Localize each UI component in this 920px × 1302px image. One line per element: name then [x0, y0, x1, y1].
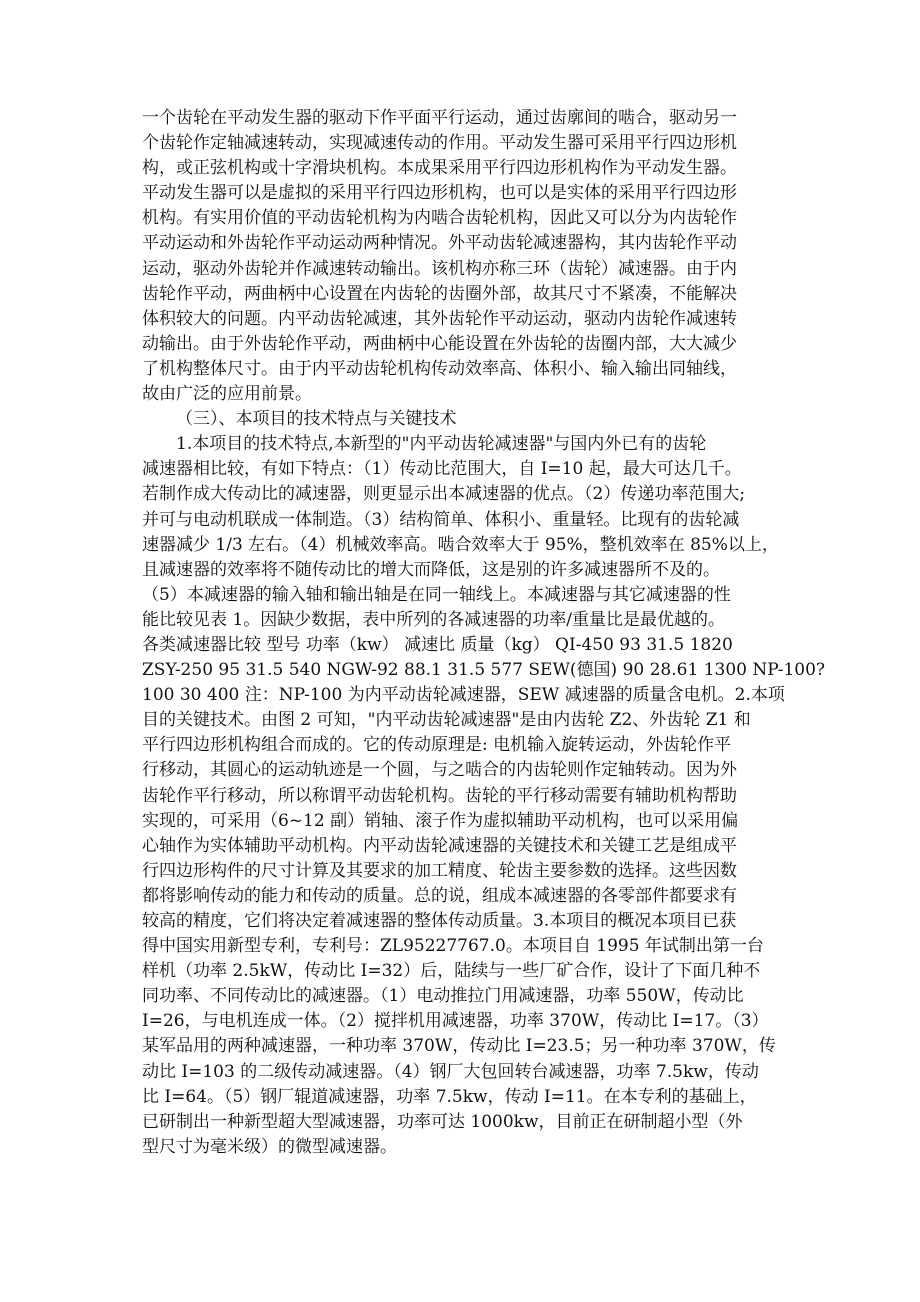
text-line: 平行四边形机构组合而成的。它的传动原理是: 电机输入旋转运动，外齿轮作平 [142, 735, 732, 756]
text-line: 动比 I=103 的二级传动减速器。（4）钢厂大包回转台减速器，功率 7.5kw，传动 [142, 1061, 759, 1082]
text-line: 1.本项目的技术特点,本新型的"内平动齿轮减速器"与国内外已有的齿轮 [176, 434, 707, 455]
text-line: 平动发生器可以是虚拟的采用平行四边形机构，也可以是实体的采用平行四边形 [142, 183, 737, 204]
text-line: 平动运动和外齿轮作平动运动两种情况。外平动齿轮减速器构，其内齿轮作平动 [142, 233, 737, 254]
text-line: 运动，驱动外齿轮并作减速转动输出。该机构亦称三环（齿轮）减速器。由于内 [142, 258, 737, 279]
text-line: 样机（功率 2.5kW，传动比 I=32）后，陆续与一些厂矿合作，设计了下面几种不 [142, 961, 761, 982]
text-line: 且减速器的效率将不随传动比的增大而降低，这是别的许多减速器所不及的。 [142, 559, 720, 580]
text-line: 较高的精度，它们将决定着减速器的整体传动质量。3.本项目的概况本项目已获 [142, 911, 737, 931]
text-line: 机构。有实用价值的平动齿轮机构为内啮合齿轮机构，因此又可以分为内齿轮作 [142, 208, 737, 229]
text-line: 型尺寸为毫米级）的微型减速器。 [142, 1136, 397, 1157]
text-line: 目的关键技术。由图 2 可知，"内平动齿轮减速器"是由内齿轮 Z2、外齿轮 Z1 和 [142, 710, 751, 731]
text-line: 心轴作为实体辅助平动机构。内平动齿轮减速器的关键技术和关键工艺是组成平 [142, 835, 737, 856]
text-line: 实现的，可采用（6~12 副）销轴、滚子作为虚拟辅助平动机构，也可以采用偏 [142, 810, 739, 831]
text-line: 齿轮作平行移动，所以称谓平动齿轮机构。齿轮的平行移动需要有辅助机构帮助 [142, 785, 737, 806]
text-line: ZSY-250 95 31.5 540 NGW-92 88.1 31.5 577 SEW(德国) 90 28.61 1300 NP-100? [142, 660, 826, 681]
text-line: （5）本减速器的输入轴和输出轴是在同一轴线上。本减速器与其它减速器的性 [142, 584, 731, 605]
text-line: 了机构整体尺寸。由于内平动齿轮机构传动效率高、体积小、输入输出同轴线， [142, 358, 737, 379]
section-heading: （三）、本项目的技术特点与关键技术 [176, 409, 457, 430]
text-line: 一个齿轮在平动发生器的驱动下作平面平行运动，通过齿廓间的啮合，驱动另一 [142, 108, 737, 128]
text-line: 比 I=64。（5）钢厂辊道减速器，功率 7.5kw，传动 I=11。在本专利的基础上， [142, 1086, 757, 1107]
text-line: 已研制出一种新型超大型减速器，功率可达 1000kw，目前正在研制超小型（外 [142, 1111, 743, 1132]
text-line: 能比较见表 1。因缺少数据，表中所列的各减速器的功率/重量比是最优越的。 [142, 609, 725, 630]
text-line: 行移动，其圆心的运动轨迹是一个圆，与之啮合的内齿轮则作定轴转动。因为外 [142, 760, 737, 781]
text-line: 某军品用的两种减速器，一种功率 370W，传动比 I=23.5；另一种功率 370W，传 [142, 1036, 776, 1057]
text-line: 若制作成大传动比的减速器，则更显示出本减速器的优点。（2）传递功率范围大; [142, 484, 746, 505]
text-line: 各类减速器比较 型号 功率（kw） 减速比 质量（kg） QI-450 93 31.5 1820 [142, 634, 733, 655]
text-line: 100 30 400 注：NP-100 为内平动齿轮减速器，SEW 减速器的质量含电机。2.本项 [142, 685, 785, 706]
text-line: 个齿轮作定轴减速转动，实现减速传动的作用。平动发生器可采用平行四边形机 [142, 133, 737, 154]
text-line: 行四边形构件的尺寸计算及其要求的加工精度、轮齿主要参数的选择。这些因数 [142, 860, 737, 881]
text-line: 并可与电动机联成一体制造。（3）结构简单、体积小、重量轻。比现有的齿轮减 [142, 509, 740, 530]
text-line: 速器减少 1/3 左右。（4）机械效率高。啮合效率大于 95%，整机效率在 85%以上， [142, 534, 779, 555]
document-body [142, 106, 826, 1160]
text-line: 减速器相比较，有如下特点：（1）传动比范围大，自 I=10 起，最大可达几千。 [142, 459, 742, 480]
text-line: I=26，与电机连成一体。（2）搅拌机用减速器，功率 370W，传动比 I=17。（3） [142, 1011, 769, 1032]
text-line: 构，或正弦机构或十字滑块机构。本成果采用平行四边形机构作为平动发生器。 [142, 158, 737, 179]
text-line: 同功率、不同传动比的减速器。（1）电动推拉门用减速器，功率 550W，传动比 [142, 986, 744, 1007]
text-line: 齿轮作平动，两曲柄中心设置在内齿轮的齿圈外部，故其尺寸不紧凑，不能解决 [142, 283, 737, 304]
text-line: 得中国实用新型专利，专利号：ZL95227767.0。本项目自 1995 年试制出第一台 [142, 936, 764, 957]
text-line: 体积较大的问题。内平动齿轮减速，其外齿轮作平动运动，驱动内齿轮作减速转 [142, 308, 737, 329]
text-line: 故由广泛的应用前景。 [142, 384, 312, 405]
text-line: 都将影响传动的能力和传动的质量。总的说，组成本减速器的各零部件都要求有 [142, 885, 737, 906]
text-line: 动输出。由于外齿轮作平动，两曲柄中心能设置在外齿轮的齿圈内部，大大减少 [142, 333, 737, 354]
